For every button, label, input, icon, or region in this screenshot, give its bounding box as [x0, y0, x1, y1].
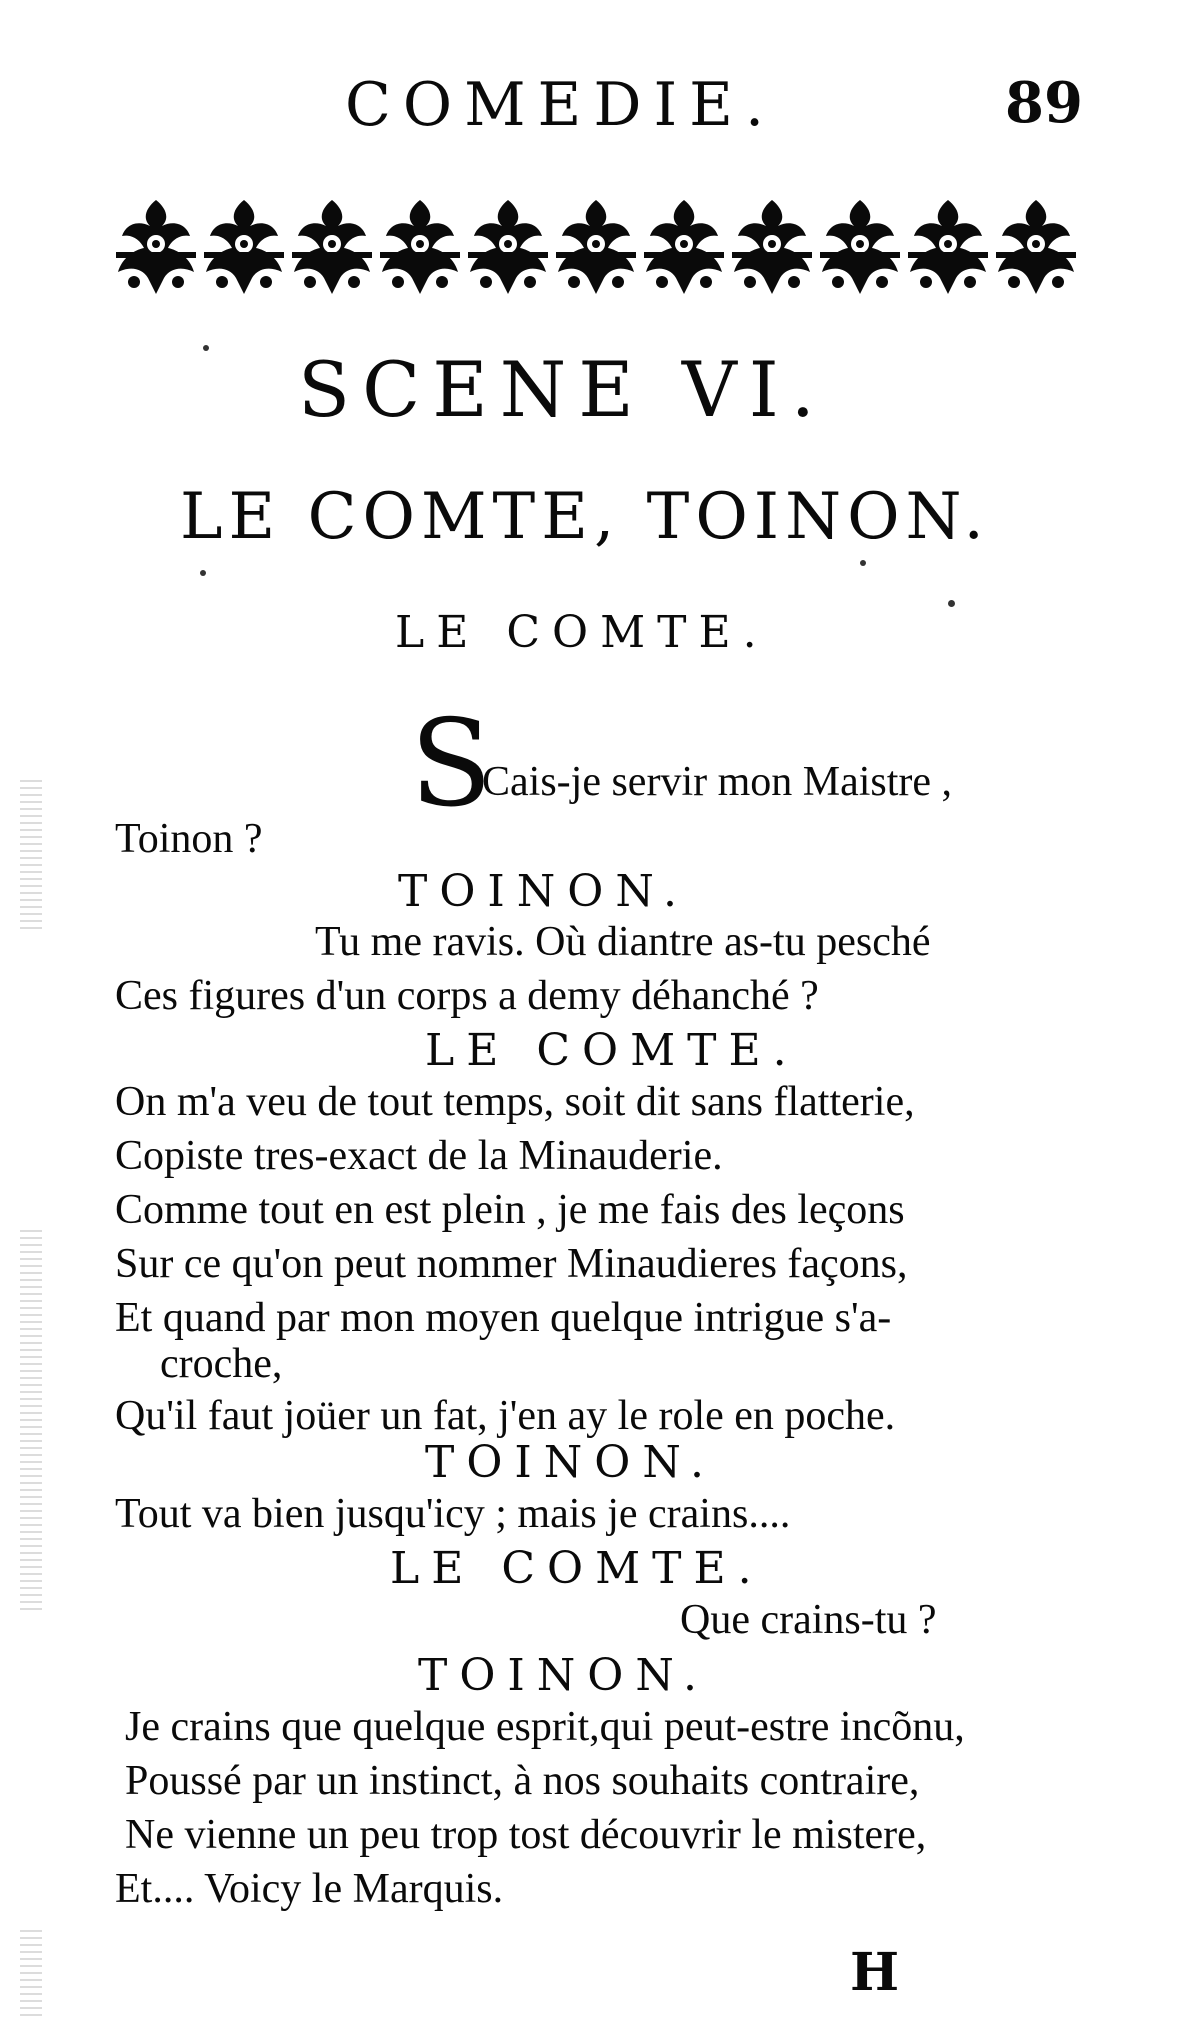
fleuron-icon — [732, 200, 812, 294]
drop-cap: S — [410, 695, 493, 834]
scene-title: SCENE VI. — [298, 345, 827, 434]
fleuron-icon — [380, 200, 460, 294]
speaker-name: TOINON. — [425, 1437, 717, 1488]
verse-line: croche, — [160, 1341, 283, 1387]
fleuron-icon — [292, 200, 372, 294]
scan-margin-noise — [20, 780, 42, 930]
ink-speck — [948, 600, 955, 607]
page-number: 89 — [1005, 70, 1083, 136]
fleuron-icon — [468, 200, 548, 294]
fleuron-icon — [204, 200, 284, 294]
verse-line: Sur ce qu'on peut nommer Minaudieres façons, — [115, 1241, 908, 1287]
scan-margin-noise — [20, 1930, 42, 2020]
verse-line: On m'a veu de tout temps, soit dit sans flatterie, — [115, 1079, 915, 1125]
speaker-name: TOINON. — [398, 866, 690, 917]
speaker-name: TOINON. — [418, 1650, 710, 1701]
verse-line: Ne vienne un peu trop tost découvrir le mistere, — [125, 1812, 927, 1858]
gathering-signature: H — [850, 1942, 900, 2003]
verse-line: Cais-je servir mon Maistre , — [482, 759, 953, 805]
ink-speck — [860, 560, 866, 566]
verse-line: Et quand par mon moyen quelque intrigue s'a- — [115, 1295, 892, 1341]
fleuron-icon — [116, 200, 196, 294]
fleuron-icon — [908, 200, 988, 294]
fleuron-icon — [644, 200, 724, 294]
scene-characters: LE COMTE, TOINON. — [180, 480, 990, 554]
verse-line: Tu me ravis. Où diantre as-tu pesché — [315, 919, 931, 965]
fleuron-icon — [556, 200, 636, 294]
verse-line: Poussé par un instinct, à nos souhaits contraire, — [125, 1758, 920, 1804]
ink-speck — [203, 345, 209, 351]
speaker-name: LE COMTE. — [395, 607, 769, 658]
running-head: COMEDIE. — [345, 70, 777, 140]
speaker-name: LE COMTE. — [390, 1543, 764, 1594]
verse-line: Que crains-tu ? — [680, 1597, 937, 1643]
fleuron-band-icon — [112, 188, 1080, 308]
speaker-name: LE COMTE. — [425, 1025, 799, 1076]
verse-line: Qu'il faut joüer un fat, j'en ay le role en poche. — [115, 1393, 896, 1439]
verse-line: Tout va bien jusqu'icy ; mais je crains.... — [115, 1491, 791, 1537]
verse-line: Toinon ? — [115, 816, 263, 862]
fleuron-icon — [820, 200, 900, 294]
verse-line: Comme tout en est plein , je me fais des leçons — [115, 1187, 905, 1233]
scan-margin-noise — [20, 1230, 42, 1610]
ink-speck — [200, 570, 206, 576]
verse-line: Ces figures d'un corps a demy déhanché ? — [115, 973, 819, 1019]
verse-line: Copiste tres-exact de la Minauderie. — [115, 1133, 723, 1179]
verse-line: Et.... Voicy le Marquis. — [115, 1866, 504, 1912]
fleuron-icon — [996, 200, 1076, 294]
verse-line: Je crains que quelque esprit,qui peut-estre incõnu, — [125, 1704, 965, 1750]
